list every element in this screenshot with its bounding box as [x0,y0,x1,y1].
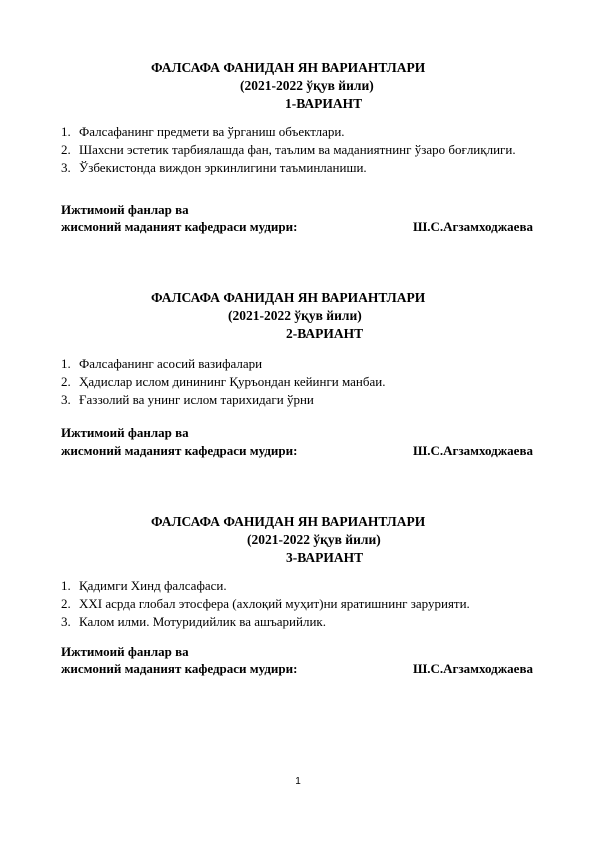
variant-label: 3-ВАРИАНТ [286,550,364,565]
variant-year: (2021-2022 ўқув йили) [240,78,374,93]
question-item [61,392,314,408]
signature-line-2: жисмоний маданият кафедраси мудири: [61,219,298,234]
variant-year: (2021-2022 ўқув йили) [228,308,362,323]
question-item [61,374,385,390]
question-text: Ўзбекистонда виждон эркинлигини таъминланиши. [79,160,367,175]
signature-name: Ш.С.Агзамходжаева [413,219,533,234]
variant-label: 1-ВАРИАНТ [285,96,363,111]
variant-label: 2-ВАРИАНТ [286,326,364,341]
question-text: Қадимги Хинд фалсафаси. [79,578,227,593]
question-number: 3. [61,160,71,175]
question-text: XXI асрда глобал этосфера (ахлоқий муҳит)ни яратишнинг зарурияти. [79,596,470,611]
question-number: 1. [61,356,71,371]
signature-line-1: Ижтимоий фанлар ва [61,425,189,440]
question-text: Шахсни эстетик тарбиялашда фан, таълим ва маданиятнинг ўзаро боғлиқлиги. [79,142,516,157]
question-number: 3. [61,392,71,407]
question-text: Ғаззолий ва унинг ислом тарихидаги ўрни [79,392,314,407]
question-number: 2. [61,142,71,157]
question-text: Ҳадислар ислом динининг Қуръондан кейинги манбаи. [79,374,386,389]
variant-title: ФАЛСАФА ФАНИДАН ЯН ВАРИАНТЛАРИ [151,60,426,75]
variant-year: (2021-2022 ўқув йили) [247,532,381,547]
question-text: Калом илми. Мотуридийлик ва ашъарийлик. [79,614,326,629]
question-item [61,578,227,594]
question-number: 2. [61,596,71,611]
question-item [61,160,367,176]
question-text: Фалсафанинг предмети ва ўрганиш объектлари. [79,124,345,139]
question-item [61,356,262,372]
question-item [61,142,516,158]
question-number: 2. [61,374,71,389]
signature-name: Ш.С.Агзамходжаева [413,443,533,458]
question-item [61,596,470,612]
question-item [61,614,326,630]
variant-title: ФАЛСАФА ФАНИДАН ЯН ВАРИАНТЛАРИ [151,514,426,529]
signature-name: Ш.С.Агзамходжаева [413,661,533,676]
question-number: 1. [61,578,71,593]
signature-line-2: жисмоний маданият кафедраси мудири: [61,443,298,458]
question-item [61,124,345,140]
question-number: 3. [61,614,71,629]
signature-line-1: Ижтимоий фанлар ва [61,202,189,217]
question-number: 1. [61,124,71,139]
question-text: Фалсафанинг асосий вазифалари [79,356,263,371]
page-number: 1 [295,776,301,787]
signature-line-2: жисмоний маданият кафедраси мудири: [61,661,298,676]
signature-line-1: Ижтимоий фанлар ва [61,644,189,659]
variant-title: ФАЛСАФА ФАНИДАН ЯН ВАРИАНТЛАРИ [151,290,426,305]
